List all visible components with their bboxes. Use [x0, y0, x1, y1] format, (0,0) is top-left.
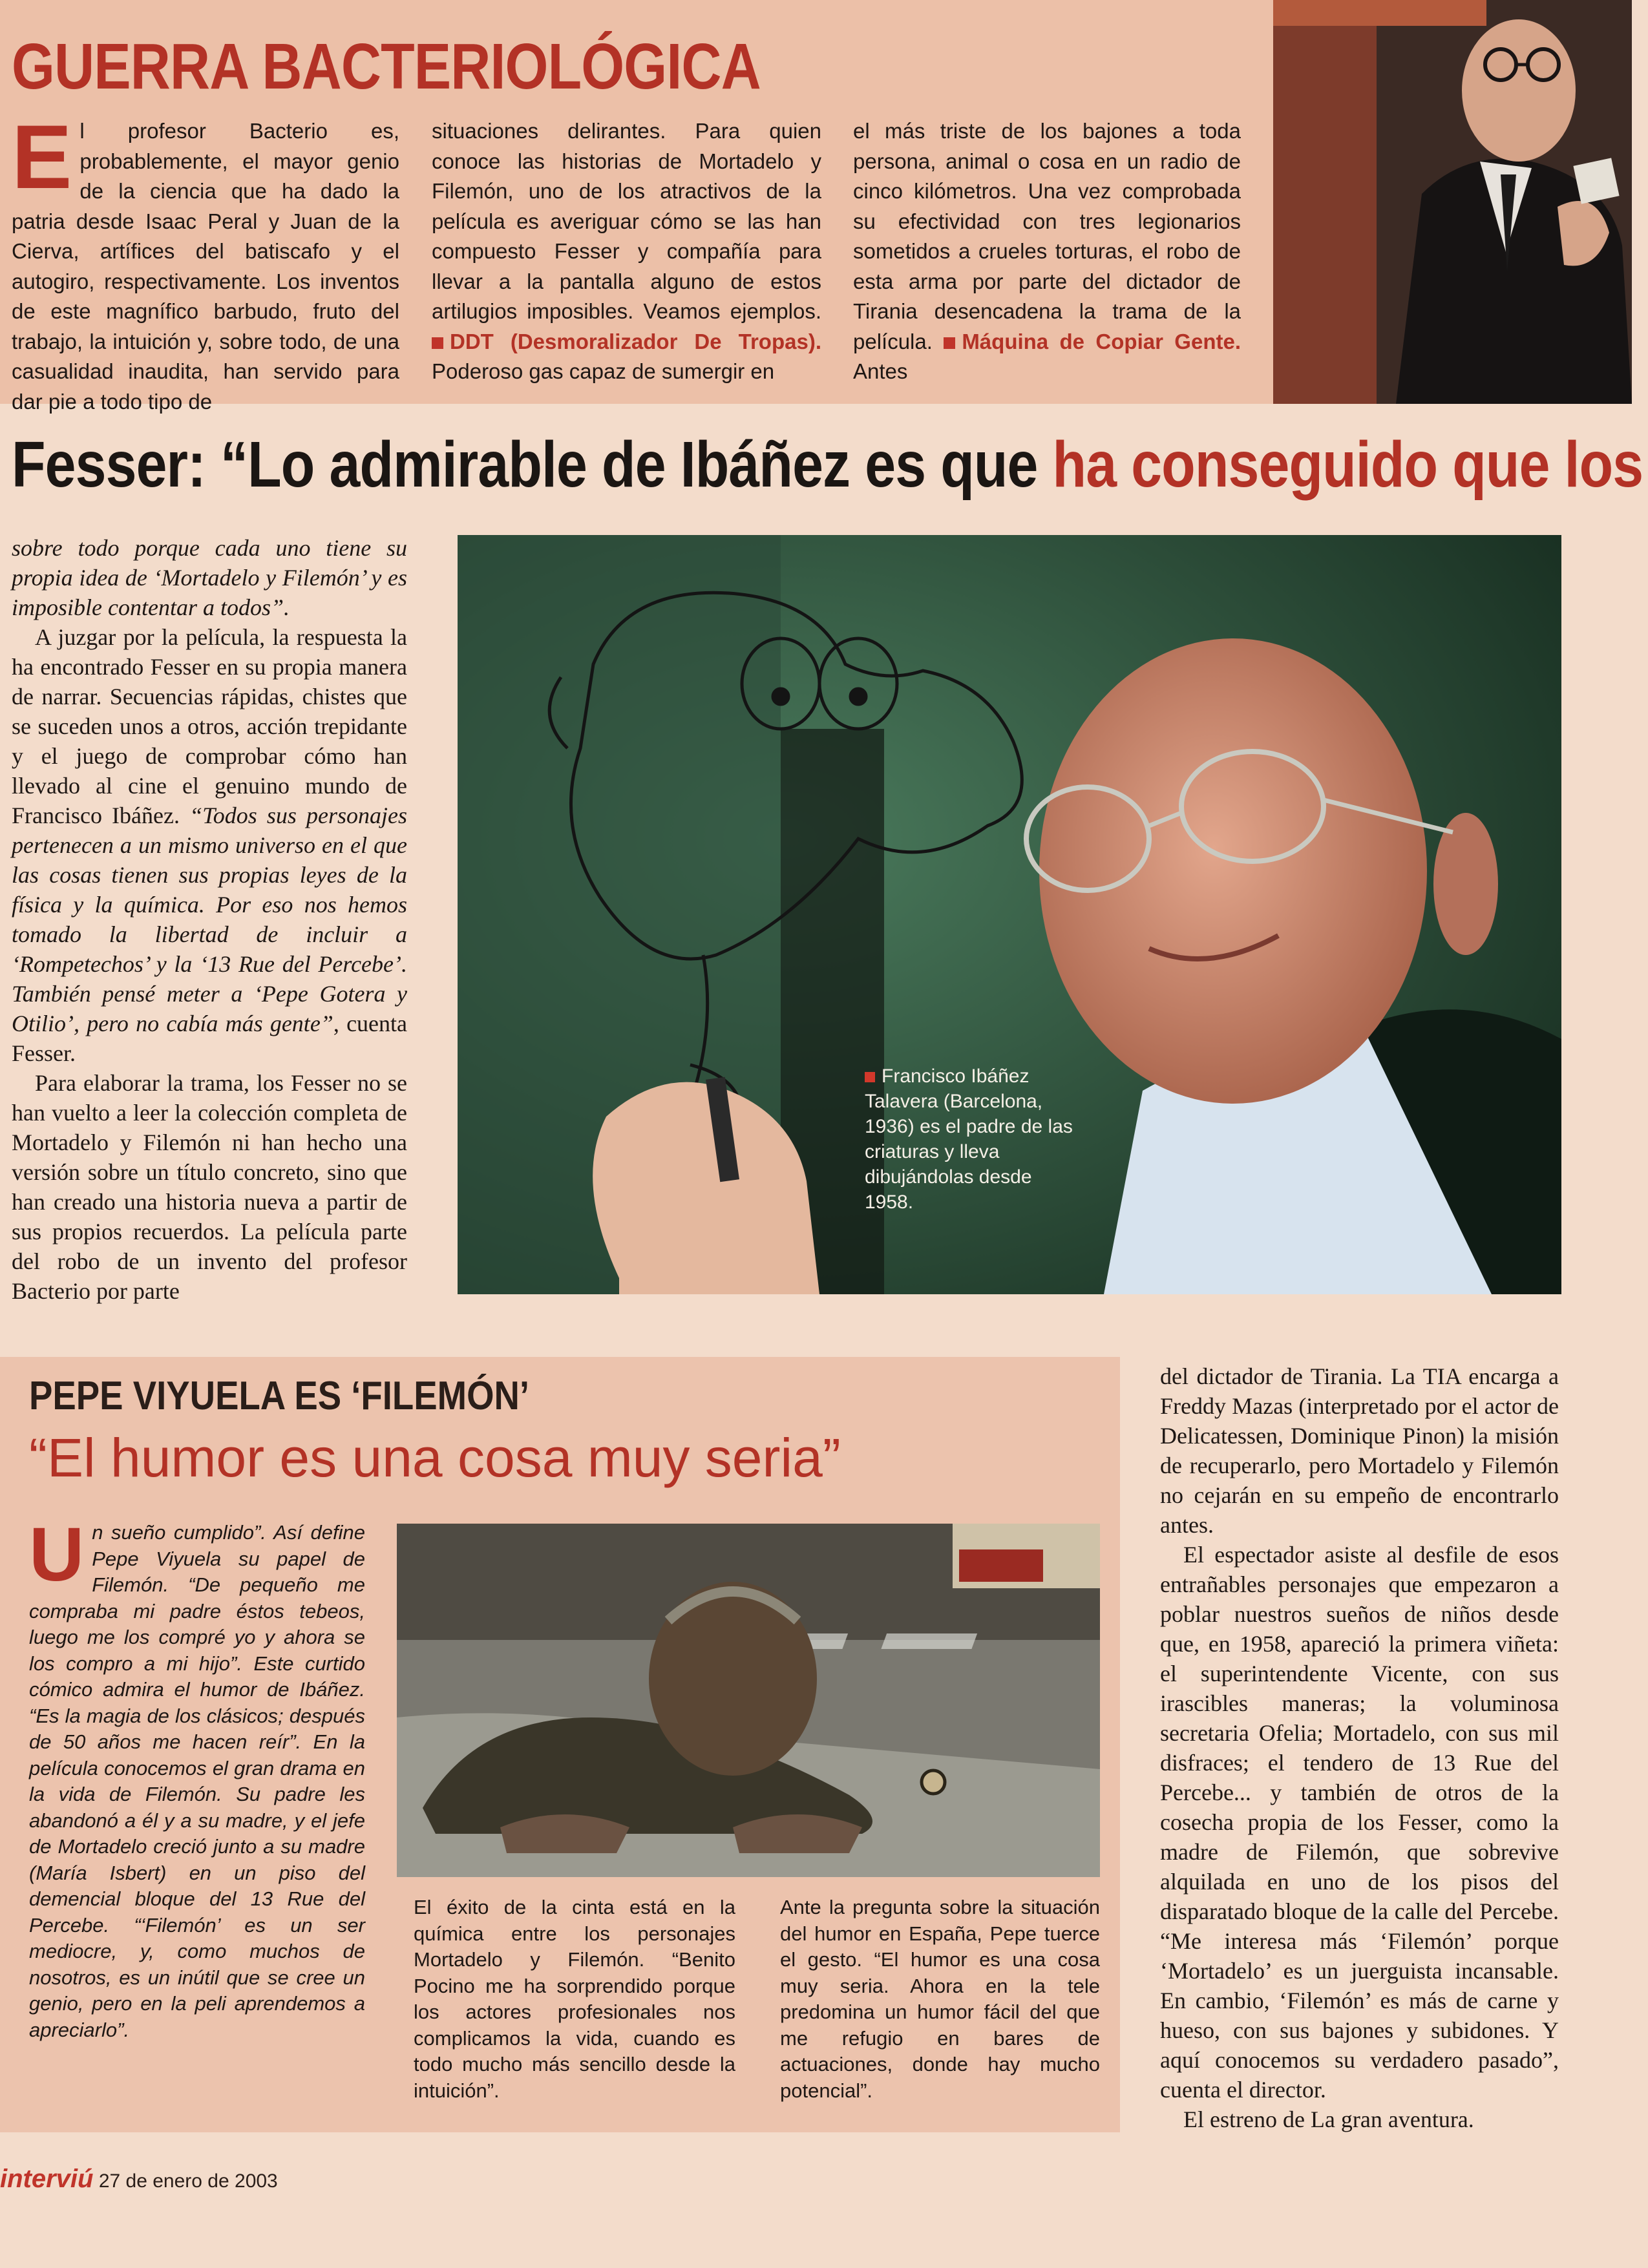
drop-cap: E — [12, 106, 72, 207]
bullet-square — [432, 337, 443, 349]
main-p3: Para elaborar la trama, los Fesser no se han vuelto a leer la colección completa de Mortadelo y Filemón ni han hecho una versión sobre un título concreto, sino que han creado una historia nueva a partir de sus propios recuerdos. La película parte del robo de un invento del profesor Bacterio por parte — [12, 1070, 407, 1304]
main-p1 — [12, 533, 407, 622]
photo-ibanez — [458, 535, 1561, 1294]
box-drop-cap: U — [29, 1512, 85, 1597]
ddt-text: Poderoso gas capaz de sumergir en — [432, 359, 775, 383]
sidebar-col-1 — [12, 106, 399, 417]
box-col-3-text: Ante la pregunta sobre la situación del humor en España, Pepe tuerce el gesto. “El humor es una cosa muy seria. Ahora en la tele predomina un humor fácil del que me refugio en bares de actuaciones, donde hay mucho potencial”. — [780, 1896, 1100, 2102]
sidebar-col-3-text: el más triste de los bajones a toda persona, animal o cosa en un radio de cinco kilómetros. Una vez comprobada su efectividad con tres legionarios sometidos a crueles torturas, el robo de esta arma por parte del dictador de Tirania desencadena la trama de la película. — [853, 119, 1241, 353]
mcg-heading: Máquina de Copiar Gente. — [962, 329, 1241, 353]
bacterio-illustration — [1273, 0, 1632, 404]
photo-caption — [865, 1064, 1078, 1215]
main-text-column — [12, 533, 407, 1306]
footer-brand: interviú — [0, 2165, 94, 2193]
main-p2-a: A juzgar por la película, la respuesta la ha encontrado Fesser en su propia manera de narrar. Secuencias rápidas, chistes que se suceden unos a otros, acción trepidante y el juego de comprobar cómo han llevado al cine el genuino mundo de Francisco Ibáñez. — [12, 624, 407, 828]
filemon-illustration — [397, 1524, 1100, 1877]
headline-part-2: ha conseguido que los — [1052, 428, 1643, 501]
main-p1-text: sobre todo porque cada uno tiene su propia idea de ‘Mortadelo y Filemón’ y es imposible contentar a todos”. — [12, 535, 407, 620]
main-p2-quote: “Todos sus personajes pertenecen a un mismo universo en el que las cosas tienen sus propias leyes de la física y la química. Por eso nos hemos tomado la libertad de incluir a ‘Rompetechos’ y la ‘13 Rue del Percebe’. También pensé meter a ‘Pepe Gotera y Otilio’, pero no cabía más gente” — [12, 803, 407, 1036]
mcg-text: Antes — [853, 359, 908, 383]
caption-bullet — [865, 1072, 875, 1082]
photo-caption-text: Francisco Ibáñez Talavera (Barcelona, 1936) es el padre de las criaturas y lleva dibujándolas desde 1958. — [865, 1066, 1073, 1213]
main-p2 — [12, 622, 407, 1068]
sidebar-col-3 — [853, 116, 1241, 387]
box-col-2 — [414, 1895, 735, 2104]
photo-filemon — [397, 1524, 1100, 1877]
bullet-square — [944, 337, 955, 349]
sidebar-col-1-text: l profesor Bacterio es, probablemente, el mayor genio de la ciencia que ha dado la patria desde Isaac Peral y Juan de la Cierva, artífices del batiscafo y el autogiro, respectivamente. Los inventos de este magnífico barbudo, fruto del trabajo, la intuición y, sobre todo, de una casualidad inaudita, han servido para dar pie a todo tipo de — [12, 119, 399, 414]
footer-date: 27 de enero de 2003 — [98, 2170, 278, 2192]
right-p3: El estreno de La gran aventura. — [1183, 2106, 1474, 2132]
main-p2-b: , cuenta Fesser. — [12, 1011, 408, 1066]
sidebar-bacterio — [0, 0, 1273, 414]
headline-part-1: Fesser: “Lo admirable de Ibáñez es que — [12, 428, 1053, 501]
box-title: “El humor es una cosa muy seria” — [29, 1427, 841, 1488]
ddt-heading: DDT (Desmoralizador De Tropas). — [450, 329, 821, 353]
main-headline — [12, 428, 1643, 502]
photo-bacterio — [1273, 0, 1632, 404]
sidebar-col-2 — [432, 116, 821, 387]
box-col-1 — [29, 1512, 365, 2043]
box-kicker: PEPE VIYUELA ES ‘FILEMÓN’ — [29, 1374, 530, 1418]
box-viyuela — [0, 1357, 1120, 2132]
right-p2: El espectador asiste al desfile de esos entrañables personajes que empezaron a poblar nuestros sueños de niños desde que, en 1958, apareció la primera viñeta: el superintendente Vicente, con sus irascibles maneras; la voluminosa secretaria Ofelia; Mortadelo, con sus mil disfraces; el tendero de 13 Rue del Percebe... y también de otros de la cosecha propia de los Fesser, como la madre de Filemón, que sobrevive alquilada en uno de los pisos del disparatado bloque de la calle del Percebe. “Me interesa más ‘Filemón’ porque ‘Mortadelo’ es un juerguista incansable. En cambio, ‘Filemón’ es más de carne y hueso, con sus bajones y subidones. Y aquí conocemos su verdadero pasado”, cuenta el director. — [1160, 1542, 1559, 2103]
right-text-column — [1160, 1361, 1559, 2134]
box-col-2-text: El éxito de la cinta está en la química entre los personajes Mortadelo y Filemón. “Benito Pocino me ha sorprendido porque los actores profesionales nos complicamos la vida, cuando es todo mucho más sencillo desde la intuición”. — [414, 1896, 735, 2102]
box-col-3 — [780, 1895, 1100, 2104]
footer — [0, 2165, 278, 2194]
sidebar-title: GUERRA BACTERIOLÓGICA — [12, 30, 761, 103]
right-p1: del dictador de Tirania. La TIA encarga a Freddy Mazas (interpretado por el actor de Delicatessen, Dominique Pinon) la misión de recuperarlo, pero Mortadelo y Filemón no cejarán en su empeño de encontrarlo antes. — [1160, 1363, 1559, 1538]
sidebar-col-2-text: situaciones delirantes. Para quien conoce las historias de Mortadelo y Filemón, uno de los atractivos de la película es averiguar cómo se las han compuesto Fesser y compañía para llevar a la pantalla alguno de estos artilugios imposibles. Veamos ejemplos. — [432, 119, 821, 323]
box-col-1-text: n sueño cumplido”. Así define Pepe Viyuela su papel de Filemón. “De pequeño me compraba mi padre éstos tebeos, luego me los compré yo y ahora se los compro a mi hijo”. Este curtido cómico admira el humor de Ibáñez. “Es la magia de los clásicos; después de 50 años me hacen reír”. En la película conocemos el gran drama en la vida de Filemón. Su padre les abandonó a él y a su madre, y el jefe de Mortadelo creció junto a su madre (María Isbert) en un piso del demencial bloque del 13 Rue del Percebe. “‘Filemón’ es un ser mediocre, y, como muchos de nosotros, es un inútil que se cree un genio, pero en la peli aprendemos a apreciarlo”. — [29, 1521, 365, 2041]
